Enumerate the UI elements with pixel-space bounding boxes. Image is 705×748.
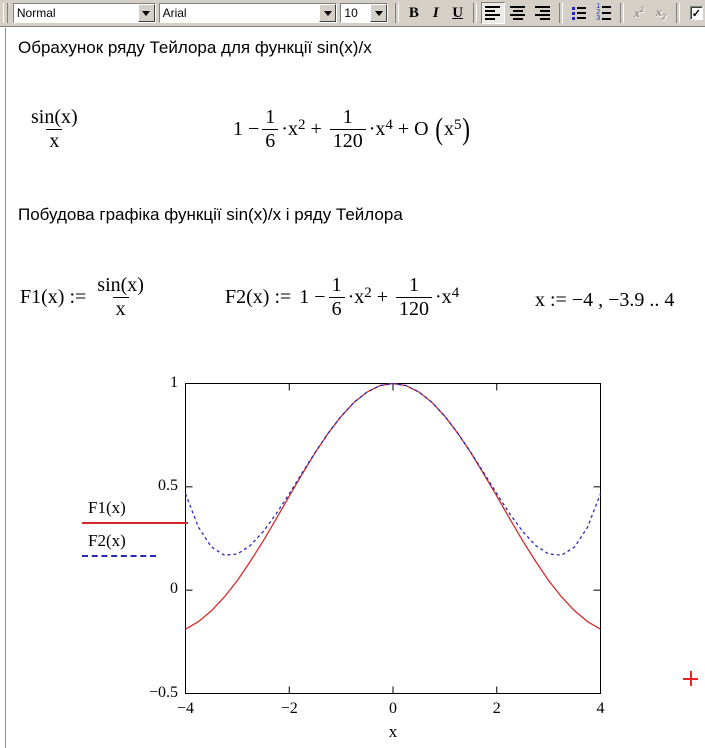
taylor-lead: 1 −	[233, 117, 260, 140]
fraction-denominator: x	[46, 129, 62, 153]
math-region-sinx-over-x[interactable]	[25, 98, 84, 160]
chart-legend	[82, 497, 188, 563]
bullet-list-icon	[572, 7, 586, 20]
math-region-taylor-result[interactable]: 1 − $\frac{1}{6}$ $\cdot x^2$ + $\frac{1}{120}$ $\cdot x^4$ + O ( $x^5$ )	[233, 105, 471, 152]
style-combobox-value: Normal	[16, 6, 56, 20]
style-dropdown-button[interactable]	[138, 4, 155, 22]
bullet-list-button[interactable]	[567, 2, 592, 24]
y-tick-label: 1	[170, 373, 178, 391]
bold-button[interactable]: B	[403, 2, 425, 24]
worksheet-left-border	[5, 28, 6, 748]
legend-line-solid	[82, 522, 188, 524]
taylor-x4: $\cdot x^4$	[368, 116, 393, 140]
style-combobox[interactable]	[13, 3, 156, 23]
superscript-icon: $x^2$	[633, 5, 644, 20]
fraction: $\frac{1}{120}$	[330, 106, 366, 153]
text-region-title-1[interactable]	[18, 38, 372, 58]
align-left-button[interactable]	[481, 2, 506, 24]
legend-label-F2: F2(x)	[88, 531, 126, 550]
numbered-list-icon: 1 2 3	[596, 5, 611, 21]
range-text: x := −4 , −3.9 .. 4	[535, 289, 675, 311]
fraction: $\frac{1}{6}$	[329, 274, 345, 321]
align-center-icon	[510, 6, 525, 20]
F2-lhs: F2(x) :=	[225, 285, 292, 308]
formatting-toolbar	[0, 0, 705, 27]
chevron-down-icon	[142, 11, 150, 16]
math-region-F2-definition[interactable]: F2(x) := 1 − $\frac{1}{6}$ $\cdot x^2$ + $\frac{1}{120}$ $\cdot x^4$	[225, 273, 460, 320]
chevron-down-icon	[375, 11, 383, 16]
x-axis-title: x	[388, 722, 398, 741]
check-icon: ✓	[691, 7, 701, 20]
text-region-title-2[interactable]	[18, 205, 403, 225]
math-region-F1-definition[interactable]	[20, 265, 150, 329]
fraction: $\frac{1}{120}$	[396, 274, 432, 321]
insertion-crosshair-cursor	[683, 671, 698, 686]
numbered-list-button[interactable]	[591, 2, 616, 24]
x-tick-label: 4	[596, 700, 605, 717]
fraction-numerator: sin(x)	[31, 105, 78, 128]
x-tick-label: −4	[176, 700, 195, 717]
fraction	[28, 106, 81, 153]
toolbar-separator	[676, 3, 680, 23]
subscript-icon: $x_2$	[655, 4, 666, 22]
align-right-icon	[535, 6, 550, 20]
x-tick-label: 2	[492, 700, 501, 717]
taylor-x2: $\cdot x^2$	[281, 116, 306, 140]
toolbar-checkbox[interactable]	[690, 6, 703, 20]
y-tick-label: 0.5	[158, 476, 178, 494]
toolbar-separator	[395, 3, 399, 23]
font-size-combobox-value: 10	[344, 6, 358, 20]
toolbar-separator	[473, 3, 477, 23]
superscript-button[interactable]	[628, 2, 650, 24]
x-tick-label: −2	[280, 700, 298, 717]
italic-button[interactable]: I	[425, 2, 447, 24]
legend-line-dashed	[82, 555, 156, 557]
align-left-icon	[485, 6, 500, 20]
plot-area[interactable]	[185, 383, 601, 694]
align-right-button[interactable]	[530, 2, 555, 24]
legend-label-F1: F1(x)	[88, 498, 126, 517]
font-size-combobox[interactable]	[340, 3, 388, 23]
heading2-text: Побудова графіка функції sin(x)/x і ряду Тейлора	[18, 205, 403, 224]
crosshair-icon	[690, 671, 692, 686]
y-tick-label: −0.5	[148, 683, 178, 701]
underline-button[interactable]: U	[447, 2, 469, 24]
chevron-down-icon	[324, 11, 332, 16]
series-F2(x)	[186, 384, 601, 556]
fraction: $\frac{1}{6}$	[262, 106, 278, 153]
font-combobox-value: Arial	[162, 6, 187, 20]
toolbar-separator	[620, 3, 624, 23]
F2-x2: $\cdot x^2$	[347, 284, 372, 308]
heading1-text: Обрахунок ряду Тейлора для функції sin(x)/x	[18, 38, 372, 57]
toolbar-grip[interactable]	[3, 3, 8, 23]
fraction: $\frac{\sin(x)}{x}$	[97, 273, 144, 320]
font-combobox[interactable]	[159, 3, 338, 23]
toolbar-separator	[559, 3, 563, 23]
x-tick-label: 0	[389, 700, 397, 717]
F2-x4: $\cdot x^4$	[435, 284, 460, 308]
subscript-button[interactable]	[650, 2, 672, 24]
font-size-dropdown-button[interactable]	[370, 4, 387, 22]
font-dropdown-button[interactable]	[319, 4, 336, 22]
series-F1(x)	[186, 384, 601, 630]
math-region-range-definition[interactable]	[535, 289, 674, 312]
taylor-x5: $x^5$	[443, 116, 462, 140]
F1-lhs: F1(x) :=	[20, 285, 87, 308]
align-center-button[interactable]	[505, 2, 530, 24]
y-tick-label: 0	[170, 580, 178, 598]
